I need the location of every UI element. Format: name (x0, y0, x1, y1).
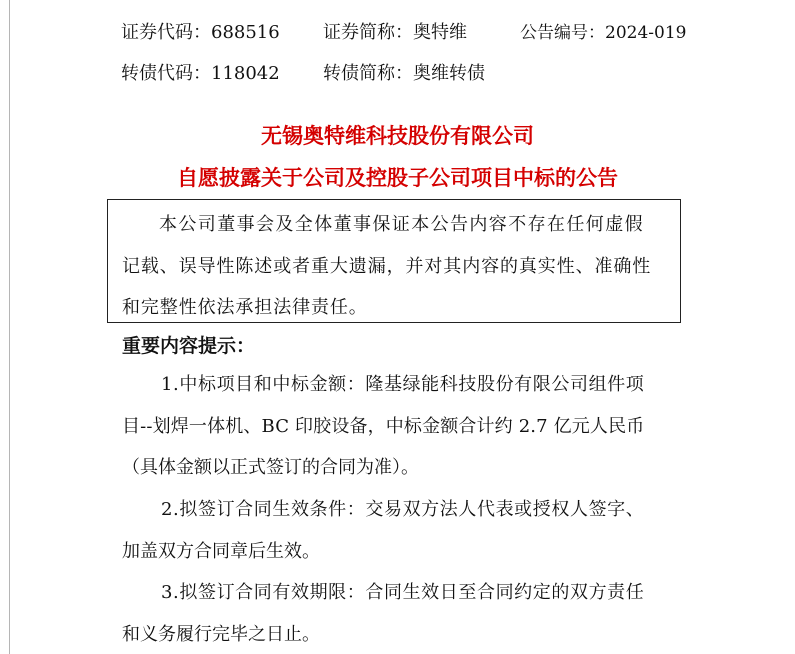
key-points-heading: 重要内容提示： (122, 335, 256, 357)
item-2-line-2: 加盖双方合同章后生效。 (122, 541, 320, 562)
item-1-line-3: （具体金额以正式签订的合同为准）。 (122, 457, 419, 478)
item-3-line-1: 3.拟签订合同有效期限：合同生效日至合同约定的双方责任 (161, 582, 645, 603)
announcement-subject-title: 自愿披露关于公司及控股子公司项目中标的公告 (177, 165, 618, 190)
disclaimer-line-2: 记载、误导性陈述或者重大遗漏，并对其内容的真实性、准确性 (122, 256, 652, 277)
disclaimer-line-1: 本公司董事会及全体董事保证本公告内容不存在任何虚假 (159, 214, 644, 235)
item-2-line-1: 2.拟签订合同生效条件：交易双方法人代表或授权人签字、 (161, 499, 645, 520)
item-3-line-2: 和义务履行完毕之日止。 (122, 624, 320, 645)
bond-code: 转债代码：118042 (121, 63, 280, 84)
disclaimer-line-3: 和完整性依法承担法律责任。 (122, 297, 368, 318)
announcement-number: 公告编号：2024-019 (520, 23, 687, 43)
bond-abbreviation: 转债简称：奥维转债 (323, 63, 485, 84)
stock-code: 证券代码：688516 (121, 22, 280, 43)
company-name-title: 无锡奥特维科技股份有限公司 (261, 123, 534, 148)
item-1-line-2: 目--划焊一体机、BC 印胶设备，中标金额合计约 2.7 亿元人民币 (122, 416, 645, 437)
item-1-line-1: 1.中标项目和中标金额：隆基绿能科技股份有限公司组件项 (161, 374, 645, 395)
stock-abbreviation: 证券简称：奥特维 (323, 22, 467, 43)
